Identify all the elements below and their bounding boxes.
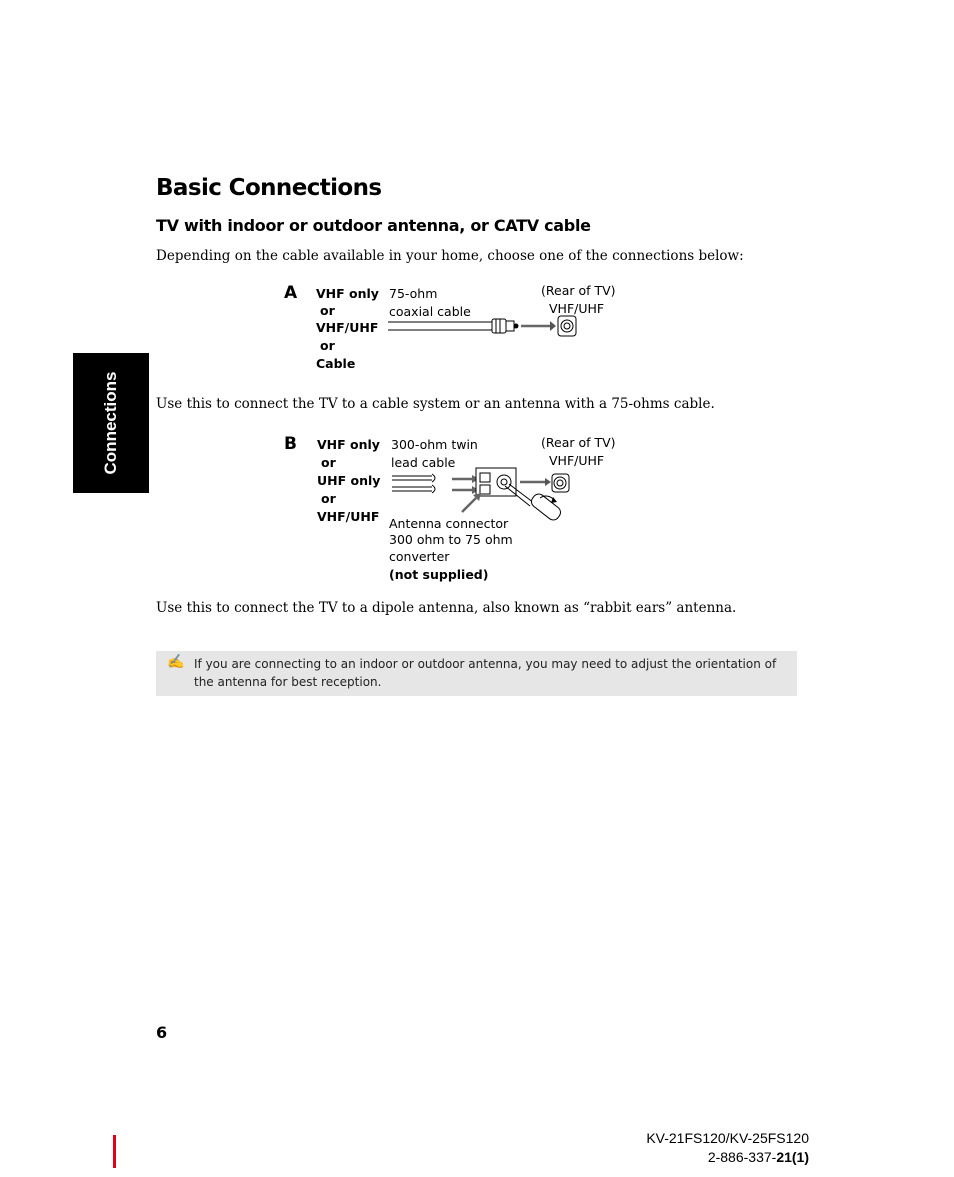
diagram-a-rear-label: VHF/UHF <box>549 301 605 316</box>
footer-code <box>560 1149 809 1165</box>
footer-model: KV-21FS120/KV-25FS120 <box>646 1130 809 1146</box>
diagram-b-rear-label: VHF/UHF <box>549 453 605 468</box>
diagram-b-source-label: VHF/UHF <box>317 509 380 524</box>
connector-label: 300 ohm to 75 ohm <box>389 532 513 547</box>
diagram-b-rear-label: (Rear of TV) <box>541 435 616 450</box>
diagram-a-source-label: or <box>320 303 335 318</box>
page-number: 6 <box>156 1023 168 1042</box>
intro-text: Depending on the cable available in your home, choose one of the connections below: <box>156 248 744 264</box>
diagram-b-cable-label: 300-ohm twin <box>391 437 478 452</box>
diagram-a-source-label: VHF only <box>316 286 379 301</box>
pencil-note-icon: ✍ <box>167 654 185 670</box>
diagram-b-source-label: UHF only <box>317 473 381 488</box>
diagram-b-caption: Use this to connect the TV to a dipole antenna, also known as “rabbit ears” antenna. <box>156 600 737 616</box>
diagram-b-source-label: or <box>321 455 336 470</box>
diagram-b-marker: B <box>284 434 297 454</box>
diagram-a-source-label: Cable <box>316 356 356 371</box>
diagram-b-source-label: or <box>321 491 336 506</box>
accent-bar <box>113 1135 116 1168</box>
section-heading: TV with indoor or outdoor antenna, or CATV cable <box>156 216 591 235</box>
note-box <box>156 651 797 696</box>
diagram-b-cable-label: lead cable <box>391 455 456 470</box>
footer-code-prefix: 2-886-337- <box>707 1149 777 1165</box>
diagram-a-cable-label: coaxial cable <box>389 304 471 319</box>
footer-code-suffix: 21(1) <box>776 1149 809 1165</box>
side-tab-label: Connections <box>101 371 120 475</box>
diagram-a-cable-label: 75-ohm <box>389 286 438 301</box>
diagram-a-source-label: VHF/UHF <box>316 320 379 335</box>
diagram-a-caption: Use this to connect the TV to a cable system or an antenna with a 75-ohms cable. <box>156 396 715 412</box>
connector-label: (not supplied) <box>389 567 489 582</box>
note-text: If you are connecting to an indoor or outdoor antenna, you may need to adjust the orientation of the antenna for best reception. <box>194 657 777 689</box>
page-title: Basic Connections <box>156 175 382 201</box>
diagram-a-rear-label: (Rear of TV) <box>541 283 616 298</box>
diagram-a-source-label: or <box>320 338 335 353</box>
diagram-b-source-label: VHF only <box>317 437 380 452</box>
connector-label: Antenna connector <box>389 516 509 531</box>
connector-label: converter <box>389 549 450 564</box>
diagram-a-marker: A <box>284 283 298 303</box>
